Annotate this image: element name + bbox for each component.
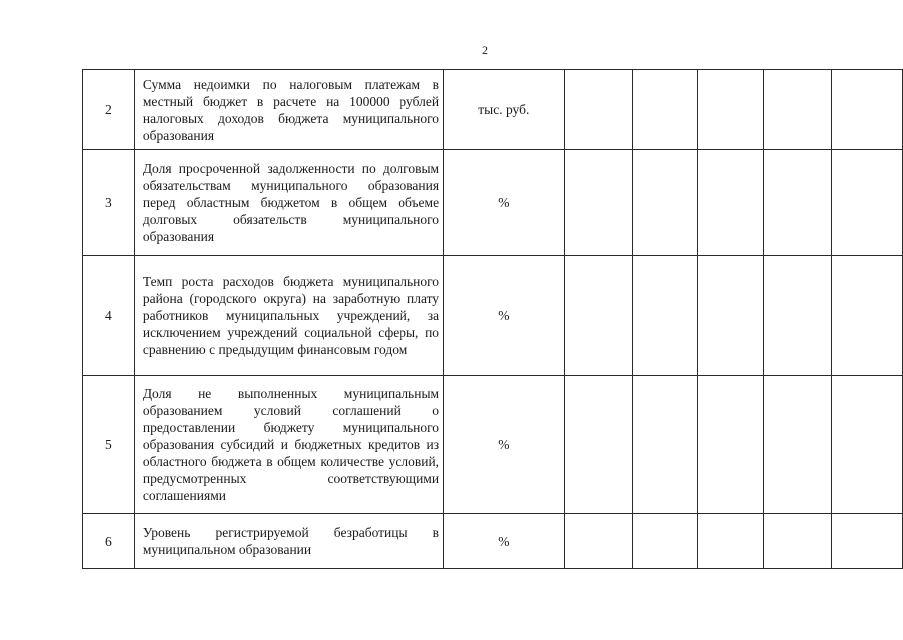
empty-cell [831, 70, 902, 150]
empty-cell [632, 150, 697, 256]
empty-cell [564, 514, 632, 569]
unit-cell: % [444, 256, 565, 376]
empty-cell [564, 70, 632, 150]
empty-cell [764, 150, 831, 256]
indicator-name: Уровень регистрируемой безработицы в муниципальном образовании [134, 514, 443, 569]
page-number: 2 [482, 43, 488, 57]
indicators-table [82, 69, 903, 569]
empty-cell [632, 70, 697, 150]
table-row [83, 376, 903, 514]
unit-cell: % [444, 376, 565, 514]
indicator-name: Доля не выполненных муниципальным образованием условий соглашений о предоставлении бюджету муниципального образования субсидий и бюджетных кредитов из областного бюджета в общем количестве условий, предусмотренных соответствующими соглашениями [134, 376, 443, 514]
table-row [83, 150, 903, 256]
empty-cell [831, 256, 902, 376]
empty-cell [632, 376, 697, 514]
empty-cell [764, 514, 831, 569]
empty-cell [698, 514, 764, 569]
empty-cell [632, 256, 697, 376]
empty-cell [698, 256, 764, 376]
empty-cell [831, 376, 902, 514]
row-number: 2 [83, 70, 135, 150]
row-number: 5 [83, 376, 135, 514]
empty-cell [764, 376, 831, 514]
empty-cell [698, 70, 764, 150]
indicator-name: Темп роста расходов бюджета муниципального района (городского округа) на заработную плату работников муниципальных учреждений, за исключением учреждений социальной сферы, по сравнению с предыдущим финансовым годом [134, 256, 443, 376]
row-number: 6 [83, 514, 135, 569]
indicator-name: Сумма недоимки по налоговым платежам в местный бюджет в расчете на 100000 рублей налоговых доходов бюджета муниципального образования [134, 70, 443, 150]
indicator-name: Доля просроченной задолженности по долговым обязательствам муниципального образования перед областным бюджетом в общем объеме долговых обязательств муниципального образования [134, 150, 443, 256]
row-number: 3 [83, 150, 135, 256]
empty-cell [698, 376, 764, 514]
table-row [83, 256, 903, 376]
empty-cell [564, 150, 632, 256]
empty-cell [698, 150, 764, 256]
unit-cell: % [444, 514, 565, 569]
table-row [83, 514, 903, 569]
empty-cell [764, 256, 831, 376]
empty-cell [564, 376, 632, 514]
table-row [83, 70, 903, 150]
empty-cell [632, 514, 697, 569]
empty-cell [831, 150, 902, 256]
empty-cell [564, 256, 632, 376]
empty-cell [831, 514, 902, 569]
unit-cell: % [444, 150, 565, 256]
row-number: 4 [83, 256, 135, 376]
empty-cell [764, 70, 831, 150]
unit-cell: тыс. руб. [444, 70, 565, 150]
